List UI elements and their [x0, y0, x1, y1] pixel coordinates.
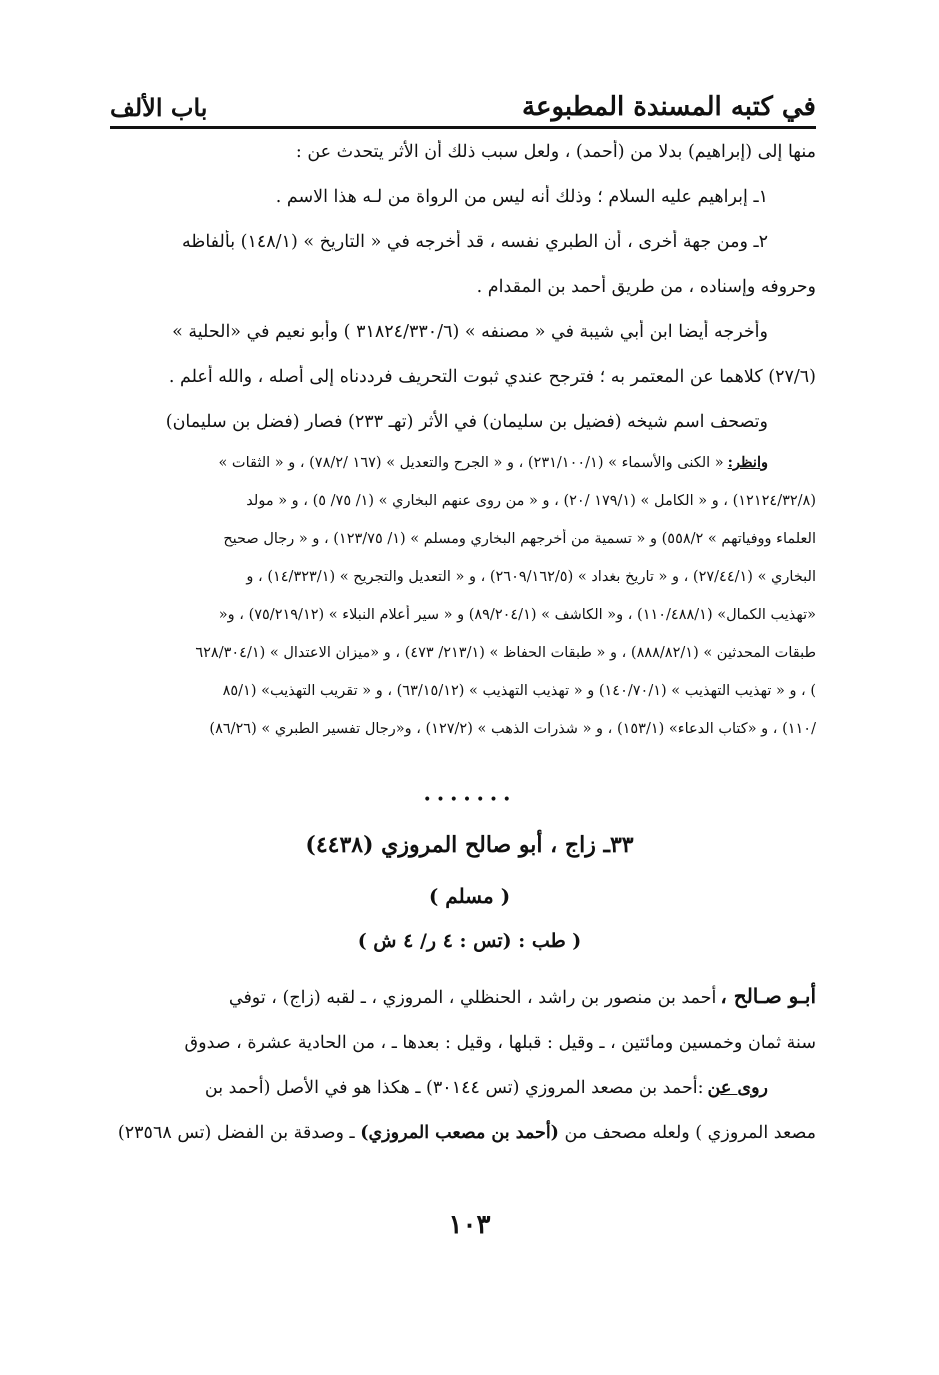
body-text [110, 140, 816, 757]
narrated-from-label: روى عن [707, 1078, 768, 1098]
book-title: في كتبه المسندة المطبوعة [522, 92, 816, 122]
text-line: منها إلى (إبراهيم) بدلا من (أحمد) ، ولعل سبب ذلك أن الأثر يتحدث عن : [295, 142, 816, 162]
page-number: ١٠٣ [448, 1210, 491, 1240]
chapter-title: باب الألف [110, 93, 208, 122]
entry-bold-name: (أحمد بن مصعب المروزي) [360, 1123, 559, 1143]
entry-text: ـ وصدقة بن الفضل (تس ٢٣٥٦٨) [117, 1123, 355, 1143]
entry-grade: ( مسلم ) [428, 884, 511, 908]
section-separator: ••••••• [423, 792, 516, 808]
reference-line: العلماء ووفياتهم » ٥٥٨/٢) و « تسمية من أخرجهم البخاري ومسلم » (١/ ١٢٣/٧٥) ، و « رجال صحيح [223, 531, 816, 547]
entry-line: سنة ثمان وخمسين ومائتين ، ـ وقيل : قبلها ، وقيل : بعدها ـ ، من الحادية عشرة ، صدوق [184, 1033, 816, 1053]
references-label: وانظر: [727, 454, 768, 471]
entry-tabaqa: ( طب : (تس : ٤ ر/ ٤ ش ) [357, 930, 582, 952]
entry-text: مصعد المروزي ) ولعله مصحف من [564, 1123, 816, 1143]
text-line: وحروفه وإسناده ، من طريق أحمد بن المقدام . [476, 277, 816, 297]
reference-line: /١١٠) ، و «كتاب الدعاء» (١٥٣/١) ، و « شذرات الذهب » (١٢٧/٢) ، و«رجال تفسير الطبري » (٨٦/٢٦) [209, 721, 816, 737]
entry-line [110, 1119, 816, 1147]
reference-line: «تهذيب الكمال» (١١٠/٤٨٨/١) ، و« الكاشف » (٨٩/٢٠٤/١) و « سير أعلام النبلاء » (٧٥/٢١٩/١٢) ، و« [218, 607, 816, 623]
reference-text: « الكنى والأسماء » (٢٣١/١٠٠/١) ، و « الجرح والتعديل » (١٦٧ /٧٨/٢) ، و « الثقات » [218, 455, 724, 471]
page-header [110, 78, 816, 129]
reference-line: (١٢١٢٤/٣٢/٨) ، و « الكامل » (١٧٩/١ /٢٠) ، و « من روى عنهم البخاري » (١/ ٧٥/ ٥) ، و « مولد [246, 493, 816, 509]
references-block [110, 453, 816, 744]
reference-line: طبقات المحدثين » (٨٨٨/٨٢/١) ، و « طبقات الحفاظ » (٢١٣/١/ ٤٧٣) ، و «ميزان الاعتدال » (٦٢٨/٣٠٤/١ [195, 645, 816, 661]
entry-text: أحمد بن منصور بن راشد ، الحنظلي ، المروزي ، ـ لقبه (زاج) ، توفي [228, 988, 717, 1008]
text-line: وتصحف اسم شيخه (فضيل بن سليمان) في الأثر (تهـ ٢٣٣) فصار (فضل بن سليمان) [165, 412, 768, 432]
reference-line: البخاري » (٢٧/٤٤/١) ، و « تاريخ بغداد » (٢٦٠٩/١٦٢/٥) ، و « التعديل والتجريح » (١٤/٣٢٣/١) ، و [246, 569, 816, 585]
entry-kunya: أبـو صـالح ، [720, 984, 816, 1008]
text-line: (٢٧/٦) كلاهما عن المعتمر به ؛ فترجح عندي ثبوت التحريف فرددناه إلى أصله ، والله أعلم . [168, 367, 816, 387]
reference-line [110, 453, 816, 478]
entry-body [110, 982, 816, 1164]
reference-line: ) ، و « تهذيب التهذيب » (١٤٠/٧٠/١) و « تهذيب التهذيب » (٦٣/١٥/١٢) ، و « تقريب التهذيب» (٨٥/١ [222, 683, 816, 699]
text-line: ١ـ إبراهيم عليه السلام ؛ وذلك أنه ليس من الرواة من لـه هذا الاسم . [275, 187, 768, 207]
text-line: وأخرجه أيضا ابن أبي شيبة في « مصنفه » (٣١٨٢٤/٣٣٠/٦ ) وأبو نعيم في «الحلية » [172, 322, 768, 342]
entry-text: :أحمد بن مصعد المروزي (تس ٣٠١٤٤) ـ هكذا هو في الأصل (أحمد بن [204, 1078, 704, 1098]
entry-heading: ٣٣ـ زاج ، أبو صالح المروزي (٤٤٣٨) [305, 832, 634, 858]
entry-line [110, 982, 816, 1012]
text-line: ٢ـ ومن جهة أخرى ، أن الطبري نفسه ، قد أخرجه في « التاريخ » (١٤٨/١) بألفاظه [182, 232, 768, 252]
entry-line [110, 1074, 816, 1102]
